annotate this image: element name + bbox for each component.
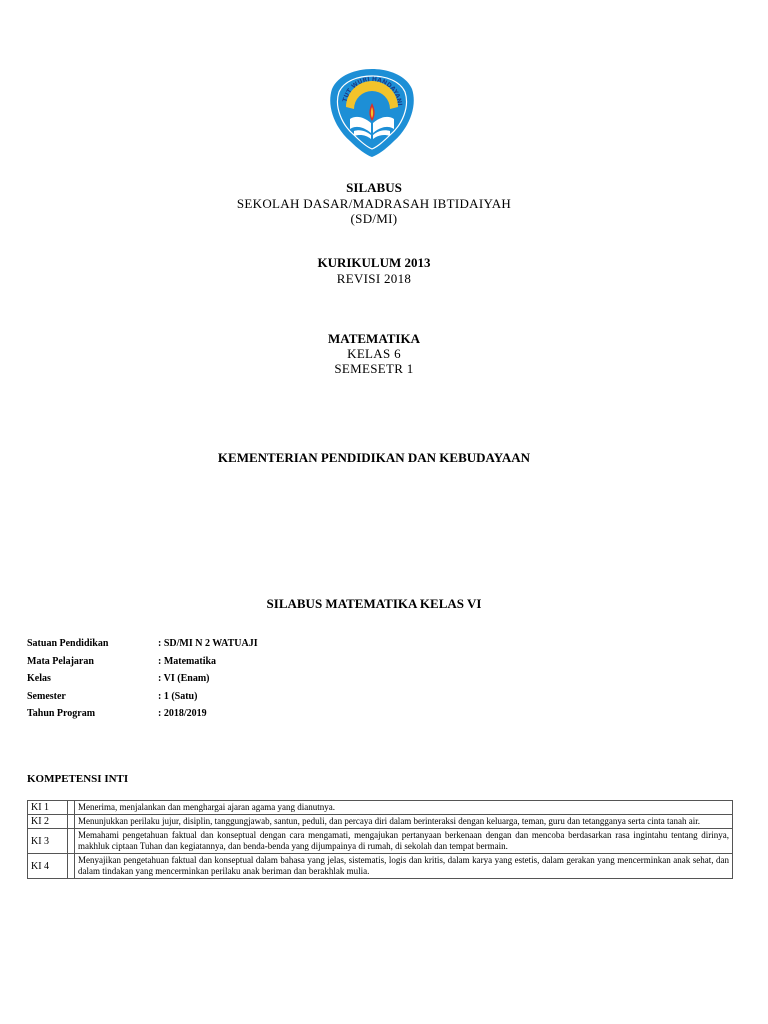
ki-blank-cell <box>68 801 75 815</box>
ki-description: Menunjukkan perilaku jujur, disiplin, tanggungjawab, santun, peduli, dan percaya diri dalam berinteraksi dengan keluarga, teman, guru dan tetangganya serta cinta tanah air. <box>75 815 733 829</box>
revision: REVISI 2018 <box>336 271 412 286</box>
school-line-1: SEKOLAH DASAR/MADRASAH IBTIDAIYAH <box>236 196 512 211</box>
info-row <box>27 638 258 656</box>
curriculum: KURIKULUM 2013 <box>317 255 431 270</box>
ki-code: KI 3 <box>28 829 68 854</box>
logo-text: TUT WURI HANDAYANI <box>341 75 403 107</box>
info-value: : VI (Enam) <box>158 673 210 684</box>
info-row <box>27 708 258 726</box>
info-value: : SD/MI N 2 WATUAJI <box>158 638 258 649</box>
ki-heading: KOMPETENSI INTI <box>27 773 129 785</box>
ki-description: Menyajikan pengetahuan faktual dan konseptual dalam bahasa yang jelas, sistematis, logis dan kritis, dalam karya yang estetis, dalam gerakan yang mencerminkan anak sehat, dan dalam tindakan yang mencerminkan perilaku anak beriman dan berakhlak mulia. <box>75 854 733 879</box>
info-value: : Matematika <box>158 655 217 667</box>
ki-code: KI 4 <box>28 854 68 879</box>
ki-table <box>27 800 733 879</box>
info-label: Tahun Program <box>27 708 96 719</box>
school-line-2: (SD/MI) <box>350 211 398 226</box>
ki-code: KI 2 <box>28 815 68 829</box>
ki-code: KI 1 <box>28 801 68 815</box>
info-value: : 1 (Satu) <box>158 690 198 702</box>
info-label: Mata Pelajaran <box>27 655 94 667</box>
info-label: Kelas <box>27 673 51 684</box>
semester-label: SEMESETR 1 <box>334 361 414 376</box>
ministry: KEMENTERIAN PENDIDIKAN DAN KEBUDAYAAN <box>217 450 531 465</box>
syllabus-title: SILABUS MATEMATIKA KELAS VI <box>266 596 482 611</box>
info-label: Semester <box>27 690 66 702</box>
ki-description: Menerima, menjalankan dan menghargai ajaran agama yang dianutnya. <box>75 801 733 815</box>
class-label: KELAS 6 <box>347 346 401 361</box>
table-row <box>28 801 733 815</box>
info-row <box>27 673 258 691</box>
info-label: Satuan Pendidikan <box>27 638 109 649</box>
table-row <box>28 829 733 854</box>
syllabus-info <box>27 638 258 726</box>
ki-blank-cell <box>68 854 75 879</box>
ki-blank-cell <box>68 829 75 854</box>
ki-blank-cell <box>68 815 75 829</box>
info-row <box>27 656 258 674</box>
cover-title: SILABUS <box>346 180 402 195</box>
info-row <box>27 691 258 709</box>
table-row <box>28 815 733 829</box>
ki-description: Memahami pengetahuan faktual dan konseptual dengan cara mengamati, mengajukan pertanyaan berkenaan dengan dan mencoba berdasarkan rasa ingintahu tentang dirinya, makhluk ciptaan Tuhan dan kegiatannya, dan benda-benda yang dijumpainya di rumah, di sekolah dan tempat bermain. <box>75 829 733 854</box>
tut-wuri-handayani-logo <box>328 67 416 159</box>
subject: MATEMATIKA <box>328 331 420 346</box>
info-value: : 2018/2019 <box>158 708 207 719</box>
table-row <box>28 854 733 879</box>
